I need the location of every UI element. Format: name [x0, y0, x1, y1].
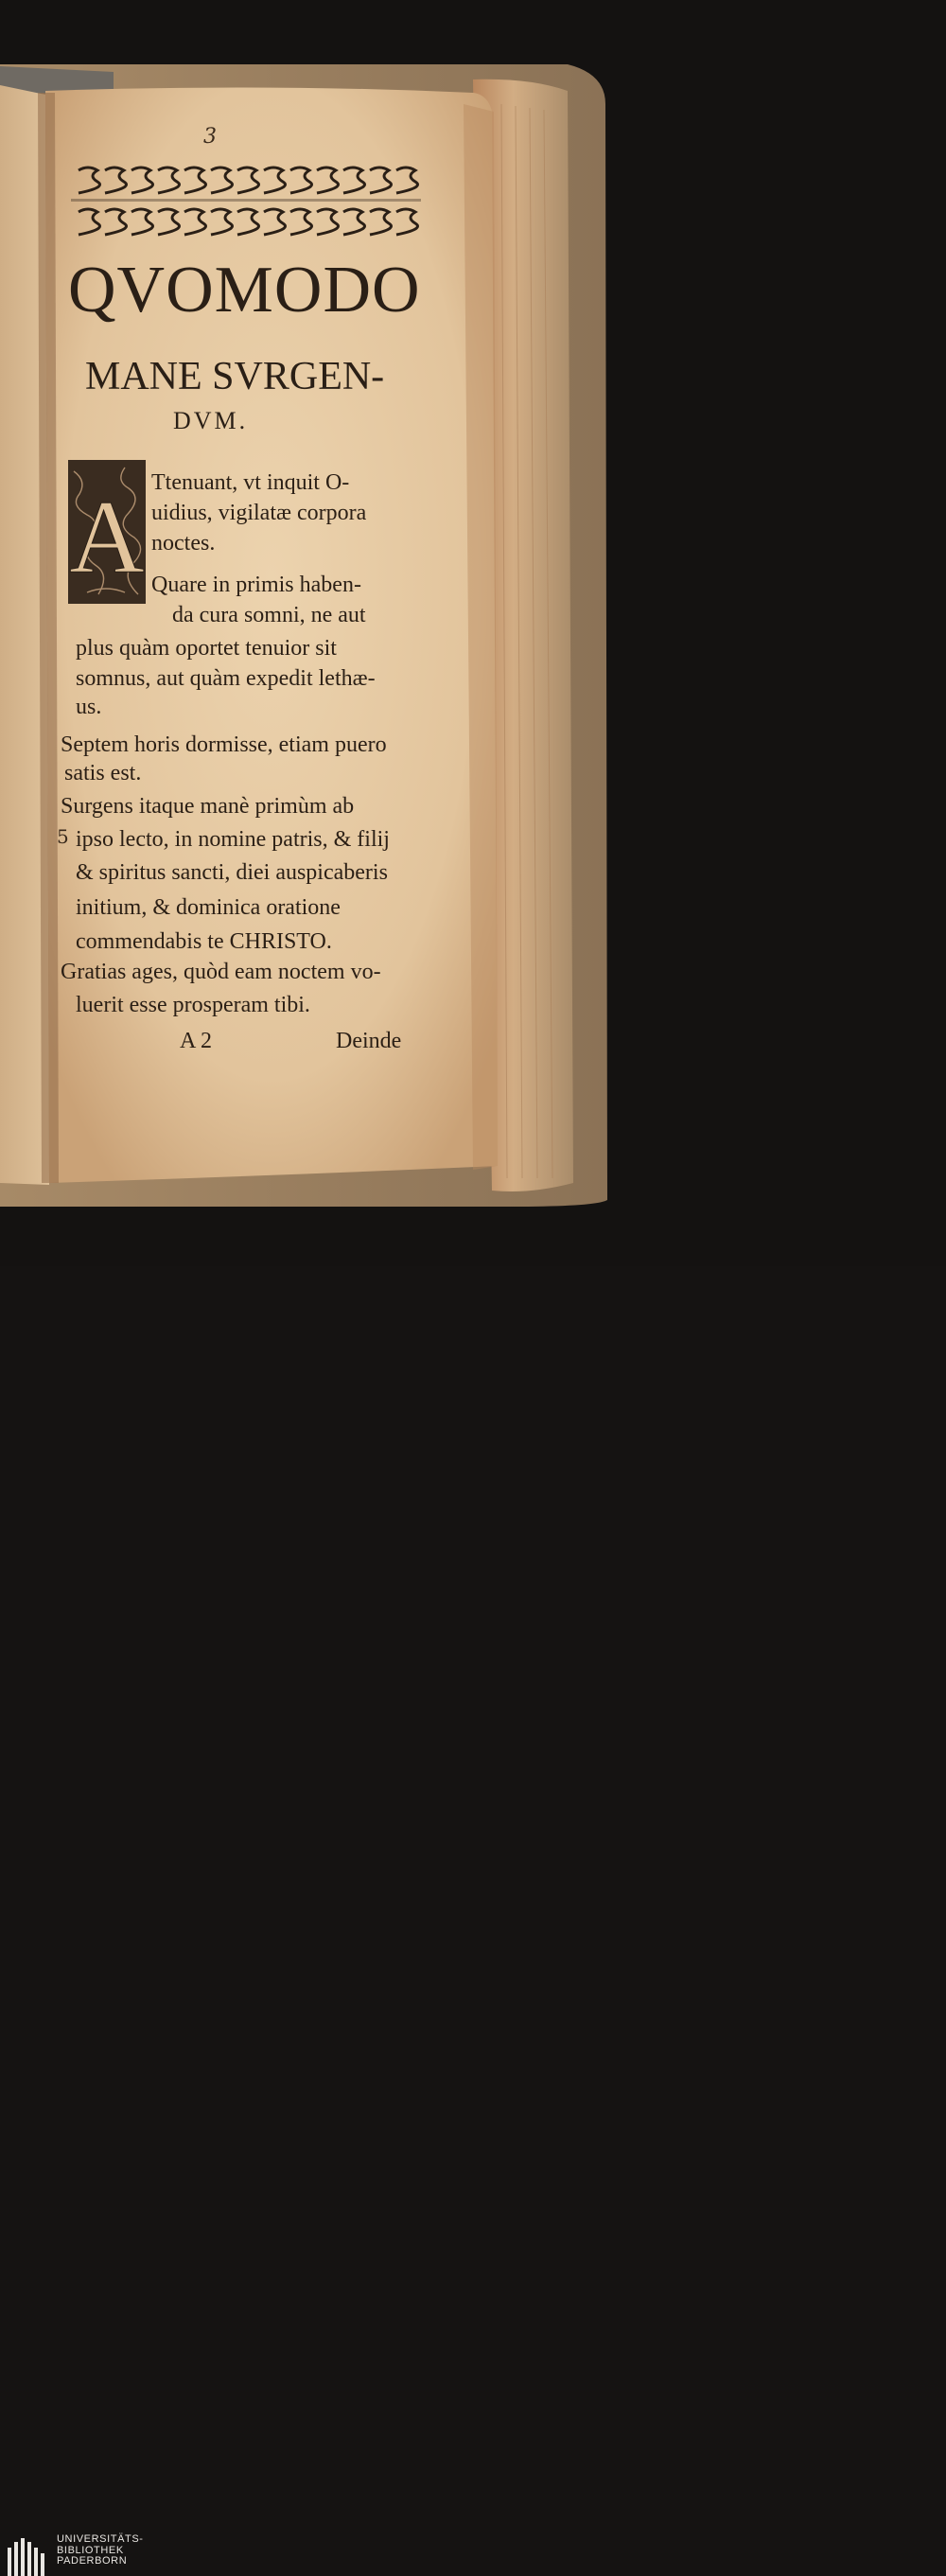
library-name-line-3: PADERBORN — [57, 2555, 128, 2567]
heading-line-2: MANE SVRGEN- — [85, 355, 385, 398]
body-line-10: satis est. — [64, 761, 142, 785]
body-line-4: Quare in primis haben- — [151, 573, 361, 597]
body-line-13: & spiritus sancti, diei auspicaberis — [76, 860, 388, 885]
svg-text:A: A — [69, 479, 145, 594]
scan-image — [0, 0, 946, 1266]
body-line-6: plus quàm oportet tenuior sit — [76, 636, 337, 661]
printers-ornament-band — [71, 163, 421, 242]
body-line-15: commendabis te CHRISTO. — [76, 929, 332, 954]
heading-line-1: QVOMODO — [68, 254, 421, 326]
body-line-12: ipso lecto, in nomine patris, & filij — [76, 827, 390, 852]
body-line-17: luerit esse prosperam tibi. — [76, 993, 310, 1017]
heading-line-3: DVM. — [173, 407, 249, 434]
body-line-16: Gratias ages, quòd eam noctem vo- — [61, 960, 381, 984]
body-line-2: uidius, vigilatæ corpora — [151, 501, 367, 525]
body-line-9: Septem horis dormisse, etiam puero — [61, 732, 387, 757]
signature-mark: A 2 — [180, 1029, 213, 1053]
footer-bar — [0, 1266, 946, 2567]
body-line-14: initium, & dominica oratione — [76, 895, 341, 920]
library-logo-icon — [6, 2536, 47, 2576]
library-name-line-1: UNIVERSITÄTS- — [57, 2533, 144, 2545]
body-line-1: Ttenuant, vt inquit O- — [151, 470, 350, 495]
body-line-11: Surgens itaque manè primùm ab — [61, 794, 355, 819]
page-number: 3 — [203, 125, 217, 149]
library-name-line-2: BIBLIOTHEK — [57, 2544, 124, 2556]
margin-mark: 5 — [57, 825, 69, 848]
decorated-initial — [68, 460, 146, 604]
catchword: Deinde — [336, 1029, 402, 1053]
woodcut-initial-icon — [68, 460, 146, 604]
body-line-7: somnus, aut quàm expedit lethæ- — [76, 666, 376, 691]
library-name — [57, 2534, 144, 2567]
body-line-8: us. — [76, 695, 102, 719]
body-line-3: noctes. — [151, 531, 216, 556]
body-line-5: da cura somni, ne aut — [172, 603, 366, 627]
